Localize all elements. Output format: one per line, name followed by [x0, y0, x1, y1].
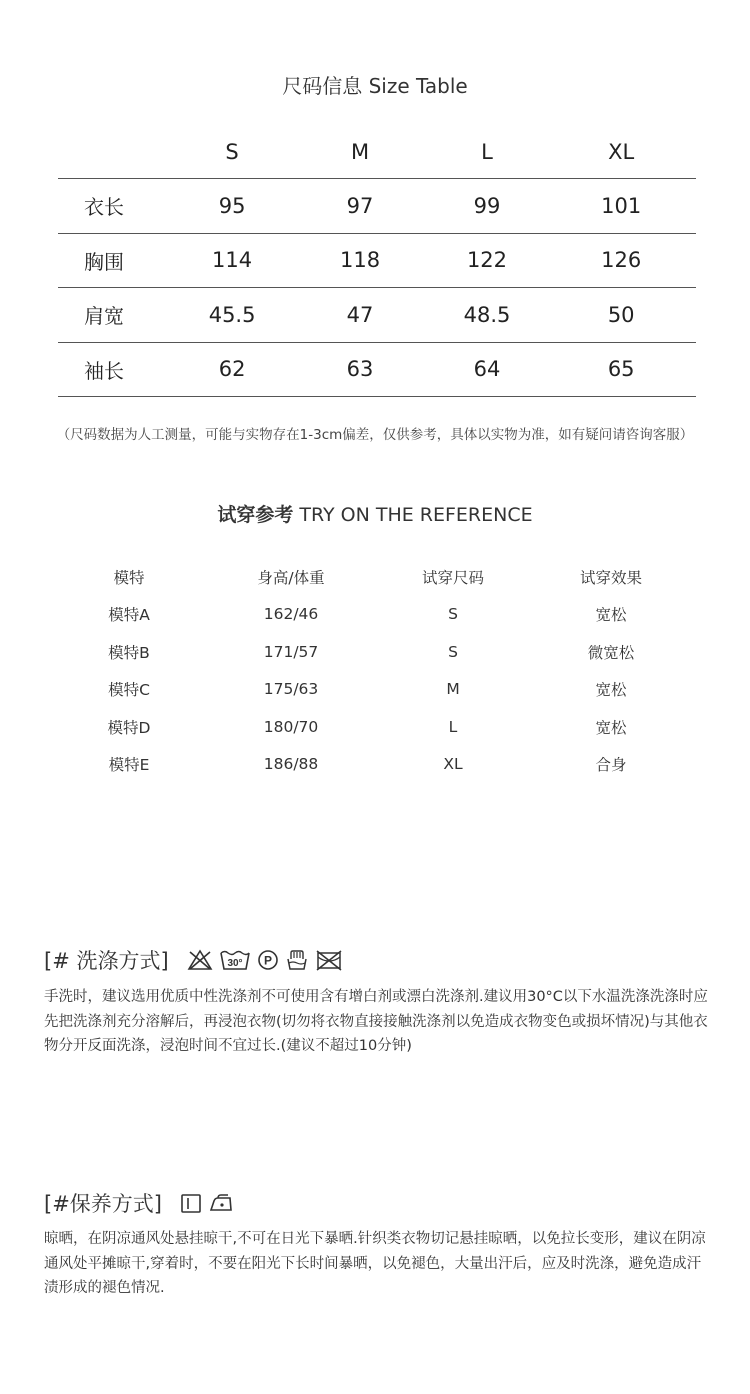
table-cell: 99: [473, 193, 501, 218]
tryon-title-cn: 试穿参考: [217, 504, 294, 526]
table-cell: 175/63: [263, 680, 319, 699]
table-cell: 114: [212, 248, 253, 273]
do-not-tumble-dry-icon: [315, 949, 343, 971]
table-cell: 101: [601, 193, 642, 218]
tryon-header: 试穿尺码: [421, 568, 484, 587]
table-row: [58, 179, 696, 234]
size-header-m: M: [350, 139, 370, 164]
table-cell: 45.5: [208, 302, 256, 327]
row-label: 衣长: [84, 195, 124, 220]
size-header-l: L: [481, 139, 493, 164]
table-cell: 47: [346, 302, 374, 327]
dry-clean-letter: P: [263, 953, 272, 968]
iron-low-icon: [208, 1192, 234, 1214]
table-cell: 合身: [595, 756, 627, 775]
table-cell: 180/70: [263, 717, 319, 736]
table-cell: 162/46: [263, 605, 319, 624]
table-cell: 微宽松: [587, 643, 635, 662]
tryon-header: 模特: [113, 568, 145, 587]
table-row: [58, 288, 696, 343]
washing-icons: [187, 949, 343, 971]
table-cell: 宽松: [595, 718, 627, 737]
table-cell: 模特C: [108, 681, 150, 700]
table-cell: S: [448, 605, 458, 624]
row-label: 肩宽: [84, 304, 124, 329]
wash-temp-label: 30°: [227, 958, 243, 969]
size-header-s: S: [225, 139, 239, 164]
care-icons: [180, 1192, 234, 1214]
care-section-header: [44, 1188, 234, 1218]
table-cell: 62: [218, 357, 246, 382]
care-text: 晾晒，在阴凉通风处悬挂晾干,不可在日光下暴晒.针织类衣物切记悬挂晾晒，以免拉长变形，建议在阴凉通风处平摊晾干,穿着时，不要在阳光下长时间暴晒，以免褪色，大量出汗后，应及时洗涤，避免造成汗渍形成的褪色情况.: [44, 1231, 706, 1296]
table-cell: 95: [218, 193, 246, 218]
row-label: 胸围: [84, 249, 124, 274]
hand-wash-icon: [285, 949, 309, 971]
table-cell: 126: [601, 248, 642, 273]
table-cell: 63: [346, 357, 374, 382]
table-cell: 宽松: [595, 681, 627, 700]
size-table-title: 尺码信息 Size Table: [282, 74, 468, 98]
tryon-title: [0, 500, 750, 527]
size-table: [58, 125, 696, 397]
table-cell: 97: [346, 193, 374, 218]
size-header-xl: XL: [608, 139, 635, 164]
table-cell: L: [448, 717, 458, 736]
table-cell: 64: [473, 357, 501, 382]
table-row: [58, 343, 696, 398]
tryon-header-row: [58, 558, 698, 596]
table-cell: 宽松: [595, 606, 627, 625]
table-cell: 48.5: [463, 302, 511, 327]
table-row: [58, 234, 696, 289]
table-row: [58, 633, 698, 671]
table-cell: 171/57: [263, 642, 319, 661]
table-cell: 50: [607, 302, 635, 327]
table-row: [58, 746, 698, 784]
no-bleach-icon: [187, 949, 213, 971]
washing-section-header: [44, 945, 343, 975]
row-label: 袖长: [84, 358, 124, 383]
size-table-header-row: [58, 125, 696, 179]
washing-text: 手洗时，建议选用优质中性洗涤剂不可使用含有增白剂或漂白洗涤剂.建议用30°C以下水温洗涤洗涤时应先把洗涤剂充分溶解后，再浸泡衣物(切勿将衣物直接接触洗涤剂以免造成衣物变色或损坏情况)与其他衣物分开反面洗涤，浸泡时间不宜过长.(建议不超过10分钟): [44, 989, 708, 1054]
wash-30-icon: [219, 949, 251, 971]
care-heading: [#保养方式]: [44, 1192, 162, 1216]
table-row: [58, 596, 698, 634]
table-cell: 118: [339, 248, 381, 273]
table-cell: M: [446, 680, 460, 699]
dry-clean-p-icon: [257, 949, 279, 971]
hang-dry-icon: [180, 1192, 202, 1214]
tryon-title-en: TRY ON THE REFERENCE: [299, 504, 533, 526]
table-cell: 模特E: [108, 756, 150, 775]
table-cell: S: [448, 642, 458, 661]
table-cell: XL: [443, 755, 463, 774]
tryon-header: 身高/体重: [257, 568, 325, 587]
size-note: （尺码数据为人工测量，可能与实物存在1-3cm偏差，仅供参考，具体以实物为准，如有疑问请咨询客服）: [56, 427, 694, 443]
tryon-header: 试穿效果: [579, 568, 642, 587]
table-row: [58, 671, 698, 709]
table-cell: 186/88: [263, 755, 319, 774]
washing-heading: [# 洗涤方式]: [44, 949, 169, 973]
tryon-table: [58, 558, 698, 783]
table-cell: 模特B: [108, 643, 150, 662]
table-cell: 65: [607, 357, 635, 382]
table-row: [58, 708, 698, 746]
table-cell: 122: [466, 248, 508, 273]
table-cell: 模特D: [107, 718, 151, 737]
table-cell: 模特A: [108, 606, 150, 625]
